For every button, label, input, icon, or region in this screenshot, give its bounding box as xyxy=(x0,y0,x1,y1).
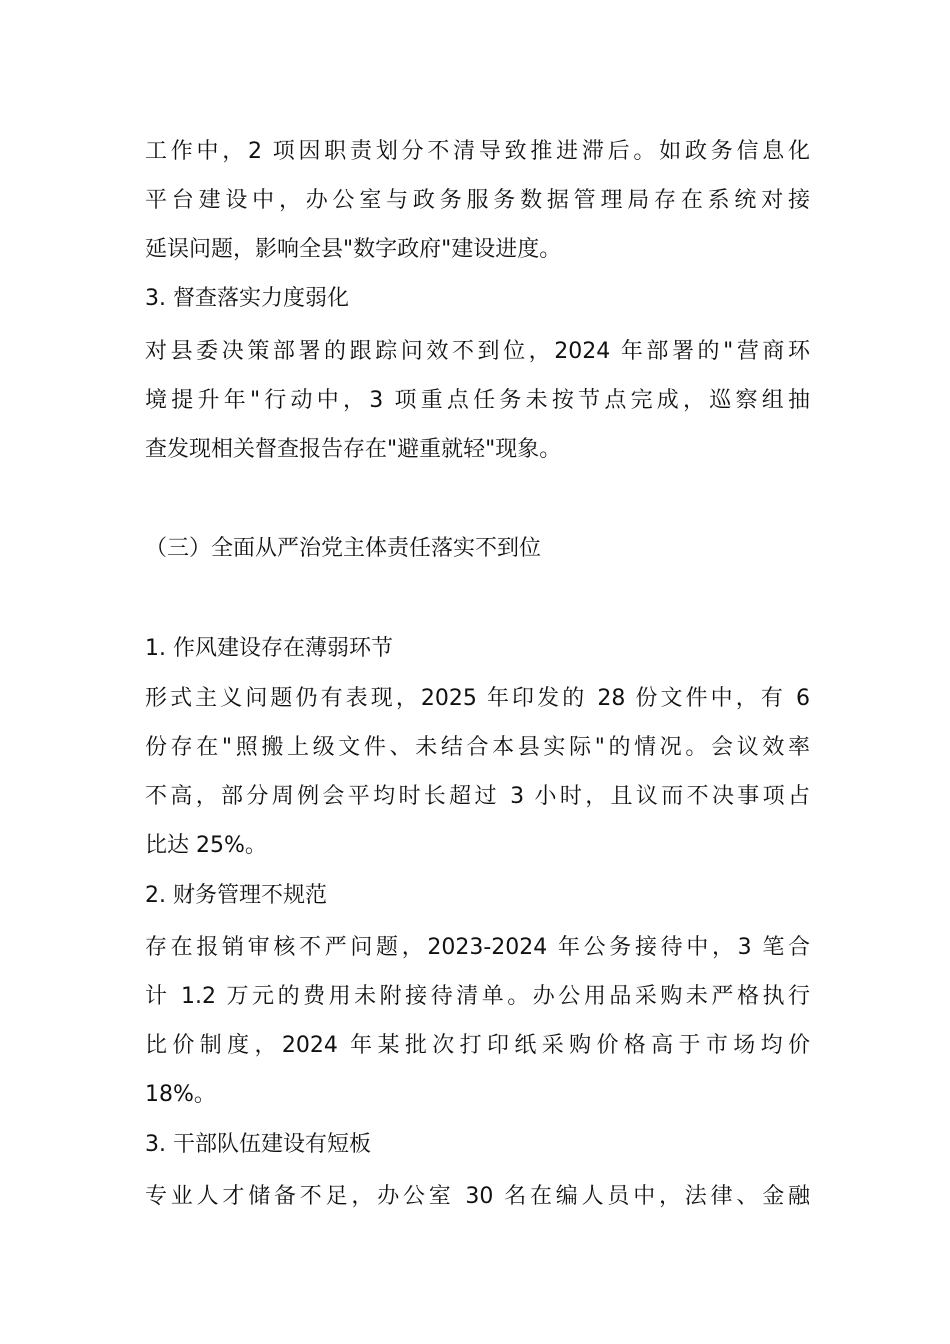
paragraph-line: 18%。 xyxy=(145,1082,216,1107)
paragraph-line: 存在报销审核不严问题，2023-2024 年公务接待中，3 笔合 xyxy=(145,935,810,960)
paragraph-line: 不高，部分周例会平均时长超过 3 小时，且议而不决事项占 xyxy=(145,784,810,809)
paragraph-line: 查发现相关督查报告存在"避重就轻"现象。 xyxy=(145,437,562,462)
paragraph-line: 平台建设中，办公室与政务服务数据管理局存在系统对接 xyxy=(145,188,810,213)
subsection-heading: 2. 财务管理不规范 xyxy=(145,883,327,908)
paragraph-line: 对县委决策部署的跟踪问效不到位，2024 年部署的"营商环 xyxy=(145,339,810,364)
paragraph-line: 工作中，2 项因职责划分不清导致推进滞后。如政务信息化 xyxy=(145,139,810,164)
paragraph-line: 专业人才储备不足，办公室 30 名在编人员中，法律、金融 xyxy=(145,1184,810,1209)
section-heading: （三）全面从严治党主体责任落实不到位 xyxy=(145,536,542,561)
paragraph-line: 计 1.2 万元的费用未附接待清单。办公用品采购未严格执行 xyxy=(145,984,810,1009)
paragraph-line: 境提升年"行动中，3 项重点任务未按节点完成，巡察组抽 xyxy=(145,388,810,413)
subsection-heading: 1. 作风建设存在薄弱环节 xyxy=(145,636,393,661)
paragraph-line: 比达 25%。 xyxy=(145,833,267,858)
paragraph-line: 延误问题，影响全县"数字政府"建设进度。 xyxy=(145,237,562,262)
paragraph-line: 比价制度，2024 年某批次打印纸采购价格高于市场均价 xyxy=(145,1033,810,1058)
subsection-heading: 3. 干部队伍建设有短板 xyxy=(145,1132,371,1157)
paragraph-line: 形式主义问题仍有表现，2025 年印发的 28 份文件中，有 6 xyxy=(145,686,810,711)
subsection-heading: 3. 督查落实力度弱化 xyxy=(145,286,349,311)
paragraph-line: 份存在"照搬上级文件、未结合本县实际"的情况。会议效率 xyxy=(145,735,810,760)
